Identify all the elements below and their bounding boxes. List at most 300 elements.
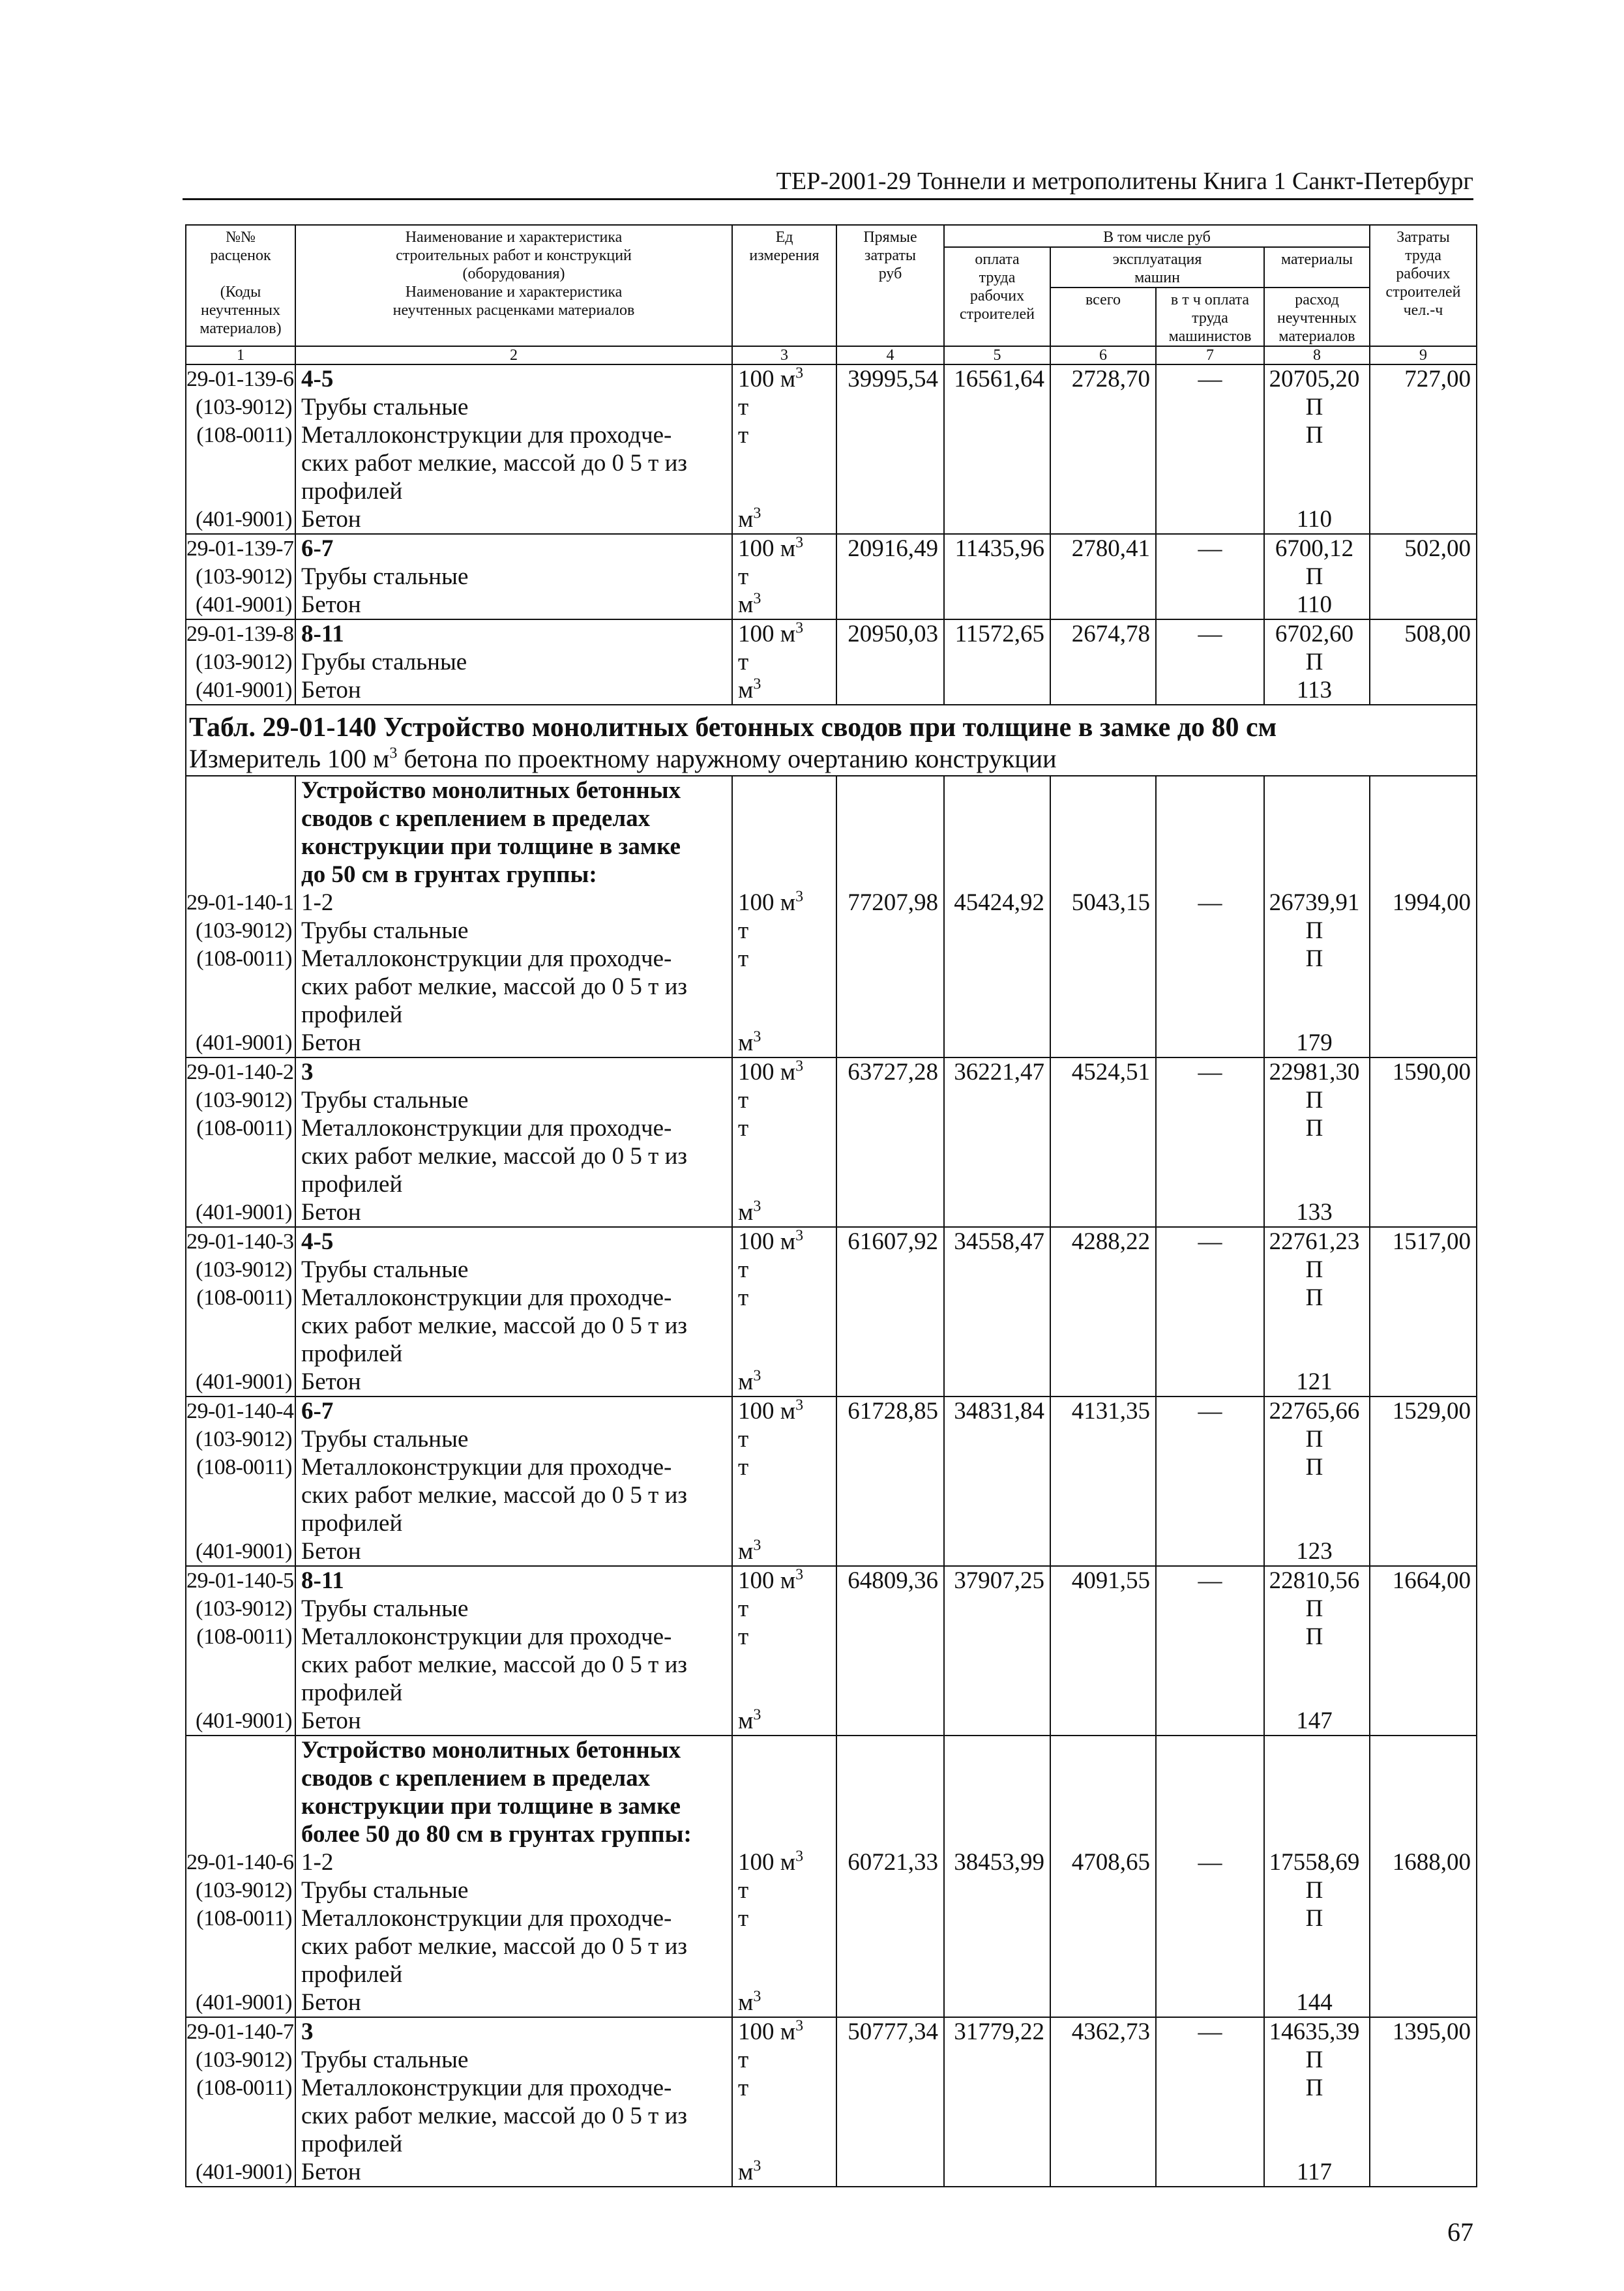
materials-cost-line — [1265, 1001, 1369, 1029]
direct-cost-line — [837, 1142, 943, 1170]
materials-cost — [1264, 1566, 1370, 1736]
column-number-4: 4 — [836, 346, 944, 364]
materials-cost-line — [1265, 1960, 1369, 1988]
direct-cost-line — [837, 1256, 943, 1284]
direct-cost-line: 63727,28 — [848, 1059, 938, 1086]
direct-cost-line — [837, 1623, 943, 1651]
machine-cost-line — [1051, 945, 1155, 973]
materials-cost-line: П — [1305, 1426, 1323, 1453]
machine-cost-line — [1051, 648, 1155, 676]
machine-labor-cost-line — [1157, 591, 1263, 619]
rate-code-line: (108-0011) — [196, 1625, 292, 1649]
unit-line — [733, 1651, 836, 1679]
machine-cost-line — [1051, 1284, 1155, 1312]
materials-cost-line: 22810,56 — [1269, 1567, 1360, 1594]
rate-code-line: (108-0011) — [196, 1286, 292, 1310]
labor-hours-line — [1370, 1876, 1476, 1904]
work-name-line: Бетон — [301, 1199, 361, 1226]
machine-labor-cost-line — [1157, 1029, 1263, 1057]
work-name-line: Грубы стальные — [301, 649, 467, 675]
labor-hours-line — [1370, 1001, 1476, 1029]
direct-cost-line — [837, 1707, 943, 1735]
rate-code-line: (108-0011) — [196, 2076, 292, 2100]
work-name-line: ских работ мелкие, массой до 0 5 т из — [301, 2103, 688, 2129]
direct-cost-line — [837, 945, 943, 973]
rate-code — [186, 364, 295, 534]
direct-cost-line: 61607,92 — [848, 1228, 938, 1255]
labor-hours-line — [1370, 563, 1476, 591]
materials-cost-line: П — [1305, 422, 1323, 449]
machine-labor-cost-line — [1157, 1312, 1263, 1340]
work-name-line: 6-7 — [301, 1398, 334, 1425]
labor-hours-line — [1370, 1114, 1476, 1142]
work-name-line: Трубы стальные — [301, 1087, 469, 1114]
labor-cost-line: 16561,64 — [954, 366, 1044, 392]
machine-cost-line — [1051, 1114, 1155, 1142]
machine-labor-cost-line — [1157, 1001, 1263, 1029]
machine-labor-cost-line: — — [1198, 621, 1222, 647]
labor-hours-line — [1370, 1425, 1476, 1453]
work-name-line: Трубы стальные — [301, 2047, 469, 2073]
unit-line: т — [738, 1905, 749, 1932]
unit-line: т — [738, 1595, 749, 1622]
labor-hours-line — [1370, 591, 1476, 619]
labor-cost-line — [945, 973, 1050, 1001]
unit-line — [733, 1792, 836, 1820]
machine-labor-cost-line: — — [1198, 1567, 1222, 1594]
rate-code-line: (108-0011) — [196, 1116, 292, 1140]
machine-labor-cost-line — [1157, 1453, 1263, 1481]
materials-cost-line: 14635,39 — [1269, 2018, 1360, 2045]
rate-code-line: (103-9012) — [196, 2048, 292, 2072]
rate-code — [186, 776, 295, 1057]
rate-code-line — [186, 1960, 295, 1988]
section-subtitle-line: конструкции при толщине в замке — [301, 833, 681, 860]
direct-cost-line — [837, 1453, 943, 1481]
labor-hours — [1370, 1736, 1477, 2017]
work-name-line: Бетон — [301, 506, 361, 533]
labor-hours-line — [1370, 1340, 1476, 1368]
section-subtitle-line: Устройство монолитных бетонных — [301, 777, 681, 804]
machine-cost-line — [1051, 1904, 1155, 1932]
machine-labor-cost-line — [1157, 421, 1263, 449]
machine-labor-cost-line: — — [1198, 2018, 1222, 2045]
labor-cost-line — [945, 1086, 1050, 1114]
materials-cost-line: П — [1305, 917, 1323, 944]
materials-cost-line — [1265, 1481, 1369, 1509]
machine-labor-cost-line — [1157, 1368, 1263, 1396]
materials-cost-line: 110 — [1296, 506, 1333, 533]
labor-hours-line — [1370, 449, 1476, 477]
labor-hours-line — [1370, 1453, 1476, 1481]
machine-cost-line — [1051, 1792, 1155, 1820]
labor-cost-line — [945, 1453, 1050, 1481]
materials-cost-line — [1265, 1820, 1369, 1848]
labor-hours-line: 1529,00 — [1392, 1398, 1471, 1425]
materials-cost-line: 147 — [1296, 1707, 1333, 1734]
direct-cost — [836, 776, 944, 1057]
labor-hours-line — [1370, 2074, 1476, 2102]
rate-code-line: 29-01-140-3 — [186, 1230, 294, 1254]
materials-cost-line: 22765,66 — [1269, 1398, 1360, 1425]
machine-labor-cost-line — [1157, 1932, 1263, 1960]
unit-line — [733, 1932, 836, 1960]
machine-cost-line — [1051, 1001, 1155, 1029]
machine-cost-line — [1051, 833, 1155, 861]
machine-cost-line — [1051, 1340, 1155, 1368]
labor-cost-line — [945, 477, 1050, 505]
machine-labor-cost-line: — — [1198, 535, 1222, 562]
materials-cost-line — [1265, 1736, 1369, 1764]
machine-cost-line — [1051, 393, 1155, 421]
machine-cost-line — [1051, 563, 1155, 591]
col-group-header: В том числе руб — [944, 225, 1370, 247]
work-name-line: ских работ мелкие, массой до 0 5 т из — [301, 1143, 688, 1170]
work-name-line: профилей — [301, 1340, 403, 1367]
labor-cost — [944, 1566, 1050, 1736]
direct-cost-line — [837, 393, 943, 421]
machine-labor-cost-line — [1157, 477, 1263, 505]
rate-code — [186, 1736, 295, 2017]
direct-cost-line — [837, 421, 943, 449]
rate-code-line — [186, 1736, 295, 1764]
unit-line: 100 $м^3$ — [738, 2017, 804, 2045]
work-name-line: ских работ мелкие, массой до 0 5 т из — [301, 1312, 688, 1339]
machine-cost-line: 4708,65 — [1071, 1849, 1150, 1876]
labor-hours-line — [1370, 861, 1476, 889]
labor-cost-line — [945, 1312, 1050, 1340]
machine-labor-cost-line — [1157, 833, 1263, 861]
machine-labor-cost-line — [1157, 2102, 1263, 2130]
rate-code-line: 29-01-140-1 — [186, 891, 294, 915]
labor-cost-line — [945, 833, 1050, 861]
machine-labor-cost-line — [1157, 1792, 1263, 1820]
machine-labor-cost-line — [1157, 563, 1263, 591]
machine-cost-line — [1051, 2102, 1155, 2130]
labor-hours-line — [1370, 505, 1476, 533]
machine-cost-line: 4524,51 — [1071, 1059, 1150, 1086]
rate-code-line: (401-9001) — [196, 1370, 292, 1394]
machine-labor-cost-line — [1157, 676, 1263, 704]
materials-cost-line — [1265, 1792, 1369, 1820]
labor-hours-line — [1370, 1595, 1476, 1623]
direct-cost-line: 61728,85 — [848, 1398, 938, 1425]
materials-cost-line: П — [1305, 1454, 1323, 1481]
unit-line: $м^3$ — [738, 590, 761, 618]
unit-line: 100 $м^3$ — [738, 619, 804, 647]
rate-code-line: 29-01-139-7 — [186, 537, 294, 561]
direct-cost-line: 77207,98 — [848, 889, 938, 916]
direct-cost-line — [837, 1198, 943, 1226]
labor-hours-line — [1370, 1736, 1476, 1764]
materials-cost-line: 22761,23 — [1269, 1228, 1360, 1255]
labor-hours-line — [1370, 1679, 1476, 1707]
rate-row — [186, 619, 1477, 705]
labor-cost-line — [945, 2046, 1050, 2074]
rate-code-line: (103-9012) — [196, 1258, 292, 1282]
labor-hours-line — [1370, 477, 1476, 505]
labor-cost-line — [945, 1651, 1050, 1679]
unit — [732, 1397, 836, 1566]
column-number-1: 1 — [186, 346, 295, 364]
machine-labor-cost — [1156, 1566, 1264, 1736]
labor-cost-line — [945, 805, 1050, 833]
materials-cost-line — [1265, 1932, 1369, 1960]
machine-cost — [1050, 1227, 1156, 1397]
labor-hours-line — [1370, 1904, 1476, 1932]
labor-cost-line — [945, 1988, 1050, 2017]
col-unit-header: Ед измерения — [732, 225, 836, 346]
rate-code-line — [186, 1792, 295, 1820]
work-name-line: Металлоконструкции для проходче- — [301, 1905, 672, 1932]
unit-line: т — [738, 1087, 749, 1114]
labor-cost-line: 36221,47 — [954, 1059, 1044, 1086]
unit-line: т — [738, 1284, 749, 1311]
direct-cost-line: 50777,34 — [848, 2018, 938, 2045]
materials-cost-line: П — [1305, 1284, 1323, 1311]
labor-cost-line — [945, 421, 1050, 449]
machine-labor-cost — [1156, 534, 1264, 619]
machine-labor-cost-line — [1157, 1340, 1263, 1368]
unit-line: $м^3$ — [738, 505, 761, 533]
materials-cost-line — [1265, 833, 1369, 861]
labor-hours — [1370, 1566, 1477, 1736]
section-subtitle-line: более 50 до 80 см в грунтах группы: — [301, 1821, 692, 1848]
table-title: Табл. 29-01-140 Устройство монолитных бетонных сводов при толщине в замке до 80 см — [186, 705, 1477, 743]
unit-line: $м^3$ — [738, 1537, 761, 1565]
machine-labor-cost — [1156, 776, 1264, 1057]
machine-cost-line — [1051, 973, 1155, 1001]
rate-code-line: (103-9012) — [196, 919, 292, 943]
labor-cost-line — [945, 393, 1050, 421]
rate-code-line: 29-01-139-8 — [186, 622, 294, 646]
direct-cost-line — [837, 1425, 943, 1453]
labor-cost-line — [945, 1792, 1050, 1820]
work-name-line: профилей — [301, 1961, 403, 1988]
direct-cost-line — [837, 1679, 943, 1707]
rate-row — [186, 2017, 1477, 2187]
rate-code — [186, 1227, 295, 1397]
materials-cost-line — [1265, 805, 1369, 833]
work-name-line: Металлоконструкции для проходче- — [301, 1454, 672, 1481]
machine-cost-line — [1051, 1256, 1155, 1284]
machine-cost-line — [1051, 1679, 1155, 1707]
rate-code-line: (103-9012) — [196, 650, 292, 674]
unit-line: $м^3$ — [738, 1198, 761, 1226]
machine-cost — [1050, 534, 1156, 619]
machine-labor-cost-line — [1157, 2074, 1263, 2102]
table-measure-row — [186, 743, 1477, 776]
machine-cost-line — [1051, 1764, 1155, 1792]
work-name-line: Трубы стальные — [301, 1595, 469, 1622]
labor-hours-line: 1395,00 — [1392, 2018, 1471, 2045]
labor-cost-line — [945, 591, 1050, 619]
labor-cost-line — [945, 648, 1050, 676]
direct-cost-line — [837, 1595, 943, 1623]
labor-cost-line — [945, 1960, 1050, 1988]
materials-cost-line: П — [1305, 1905, 1323, 1932]
direct-cost-line — [837, 917, 943, 945]
rate-code-line: (108-0011) — [196, 1906, 292, 1930]
direct-cost-line: 20950,03 — [848, 621, 938, 647]
column-numbers-row — [186, 346, 1477, 364]
materials-cost-line — [1265, 1679, 1369, 1707]
direct-cost-line — [837, 1820, 943, 1848]
unit-line — [733, 833, 836, 861]
column-number-8: 8 — [1264, 346, 1370, 364]
rate-code-line: (108-0011) — [196, 423, 292, 447]
labor-cost-line — [945, 917, 1050, 945]
work-name-line: Металлоконструкции для проходче- — [301, 2075, 672, 2101]
labor-hours-line — [1370, 833, 1476, 861]
labor-hours-line: 508,00 — [1404, 621, 1471, 647]
rate-code-line — [186, 805, 295, 833]
machine-labor-cost-line — [1157, 805, 1263, 833]
machine-cost-line — [1051, 2074, 1155, 2102]
labor-cost-line — [945, 1764, 1050, 1792]
work-name-line: 8-11 — [301, 621, 344, 647]
machine-labor-cost-line — [1157, 1114, 1263, 1142]
machine-labor-cost-line — [1157, 2158, 1263, 2186]
direct-cost-line — [837, 1312, 943, 1340]
rate-code-line: (401-9001) — [196, 507, 292, 531]
labor-hours-line — [1370, 1651, 1476, 1679]
work-name — [295, 1397, 732, 1566]
labor-cost-line: 11435,96 — [954, 535, 1044, 562]
unit-line: $м^3$ — [738, 1028, 761, 1056]
labor-hours — [1370, 619, 1477, 705]
labor-cost-line — [945, 1481, 1050, 1509]
materials-cost-line: 179 — [1296, 1029, 1333, 1056]
rate-code-line — [186, 2102, 295, 2130]
machine-cost-line: 5043,15 — [1071, 889, 1150, 916]
labor-hours-line: 1994,00 — [1392, 889, 1471, 916]
work-name-line: Металлоконструкции для проходче- — [301, 1284, 672, 1311]
machine-labor-cost-line — [1157, 1284, 1263, 1312]
work-name-line: профилей — [301, 1001, 403, 1028]
rate-code-line — [186, 776, 295, 805]
machine-labor-cost-line — [1157, 1764, 1263, 1792]
direct-cost-line — [837, 1170, 943, 1198]
rate-code-line: 29-01-140-5 — [186, 1569, 294, 1593]
table-measure: Измеритель 100 $м^3$ бетона по проектному наружному очертанию конструкции — [186, 743, 1477, 776]
rate-row — [186, 364, 1477, 534]
labor-cost-line — [945, 861, 1050, 889]
machine-cost-line — [1051, 1509, 1155, 1537]
unit — [732, 1227, 836, 1397]
col-mach-labor-header: в т ч оплата труда машинистов — [1156, 288, 1264, 346]
unit-line: т — [738, 1454, 749, 1481]
work-name — [295, 534, 732, 619]
section-subtitle-line: сводов с креплением в пределах — [301, 1765, 651, 1792]
labor-hours-line — [1370, 1537, 1476, 1565]
labor-hours-line — [1370, 1198, 1476, 1226]
materials-cost-line: П — [1305, 2075, 1323, 2101]
labor-cost-line — [945, 1368, 1050, 1396]
labor-cost-line — [945, 1142, 1050, 1170]
direct-cost-line — [837, 1284, 943, 1312]
work-name-line: Бетон — [301, 1368, 361, 1395]
column-number-3: 3 — [732, 346, 836, 364]
labor-cost-line — [945, 1736, 1050, 1764]
direct-cost-line — [837, 2046, 943, 2074]
section-subtitle-line: конструкции при толщине в замке — [301, 1793, 681, 1820]
materials-cost-line: П — [1305, 1256, 1323, 1283]
work-name-line: ских работ мелкие, массой до 0 5 т из — [301, 1933, 688, 1960]
rate-code-line: (401-9001) — [196, 593, 292, 617]
rate-code-line — [186, 1312, 295, 1340]
rate-code-line: (108-0011) — [196, 1455, 292, 1479]
work-name-line: 8-11 — [301, 1567, 344, 1594]
unit — [732, 1736, 836, 2017]
machine-cost-line — [1051, 1932, 1155, 1960]
unit-line — [733, 1142, 836, 1170]
machine-labor-cost-line — [1157, 648, 1263, 676]
col-name-header: Наименование и характеристика строительных работ и конструкций (оборудования) Наименование и характеристика неучтенных расценками материалов — [295, 225, 732, 346]
work-name-line: Трубы стальные — [301, 1426, 469, 1453]
materials-cost-line — [1265, 2130, 1369, 2158]
unit-line: 100 $м^3$ — [738, 534, 804, 562]
labor-hours-line — [1370, 1368, 1476, 1396]
rate-code-line — [186, 1509, 295, 1537]
machine-labor-cost — [1156, 1227, 1264, 1397]
labor-cost-line: 11572,65 — [954, 621, 1044, 647]
machine-cost-line — [1051, 1425, 1155, 1453]
direct-cost-line — [837, 449, 943, 477]
machine-cost — [1050, 1397, 1156, 1566]
direct-cost-line — [837, 676, 943, 704]
direct-cost-line — [837, 1001, 943, 1029]
direct-cost-line — [837, 973, 943, 1001]
direct-cost — [836, 619, 944, 705]
materials-cost-line: П — [1305, 1623, 1323, 1650]
labor-cost-line — [945, 1820, 1050, 1848]
direct-cost-line — [837, 1481, 943, 1509]
header-rule — [183, 198, 1473, 200]
materials-cost-line — [1265, 1170, 1369, 1198]
direct-cost-line — [837, 648, 943, 676]
labor-hours-line — [1370, 1312, 1476, 1340]
work-name — [295, 1566, 732, 1736]
machine-labor-cost-line — [1157, 1960, 1263, 1988]
labor-hours-line — [1370, 2102, 1476, 2130]
labor-hours-line — [1370, 1481, 1476, 1509]
machine-cost — [1050, 776, 1156, 1057]
header-row — [186, 225, 1477, 247]
unit-line — [733, 477, 836, 505]
work-name — [295, 1227, 732, 1397]
labor-cost-line — [945, 1509, 1050, 1537]
materials-cost — [1264, 2017, 1370, 2187]
machine-cost-line — [1051, 449, 1155, 477]
rate-code — [186, 1566, 295, 1736]
machine-labor-cost-line — [1157, 1651, 1263, 1679]
unit-line — [733, 2130, 836, 2158]
rate-code — [186, 1397, 295, 1566]
labor-hours-line: 1688,00 — [1392, 1849, 1471, 1876]
machine-labor-cost — [1156, 1397, 1264, 1566]
machine-cost-line: 2728,70 — [1071, 366, 1150, 392]
unit-line: 100 $м^3$ — [738, 1397, 804, 1425]
direct-cost-line — [837, 776, 943, 805]
machine-labor-cost — [1156, 1736, 1264, 2017]
machine-labor-cost-line — [1157, 1425, 1263, 1453]
rate-code-line: (401-9001) — [196, 1990, 292, 2015]
work-name-line: 1-2 — [301, 889, 334, 916]
labor-hours-line: 1664,00 — [1392, 1567, 1471, 1594]
materials-cost-line: 26739,91 — [1269, 889, 1360, 916]
rate-code-line: (401-9001) — [196, 1709, 292, 1733]
